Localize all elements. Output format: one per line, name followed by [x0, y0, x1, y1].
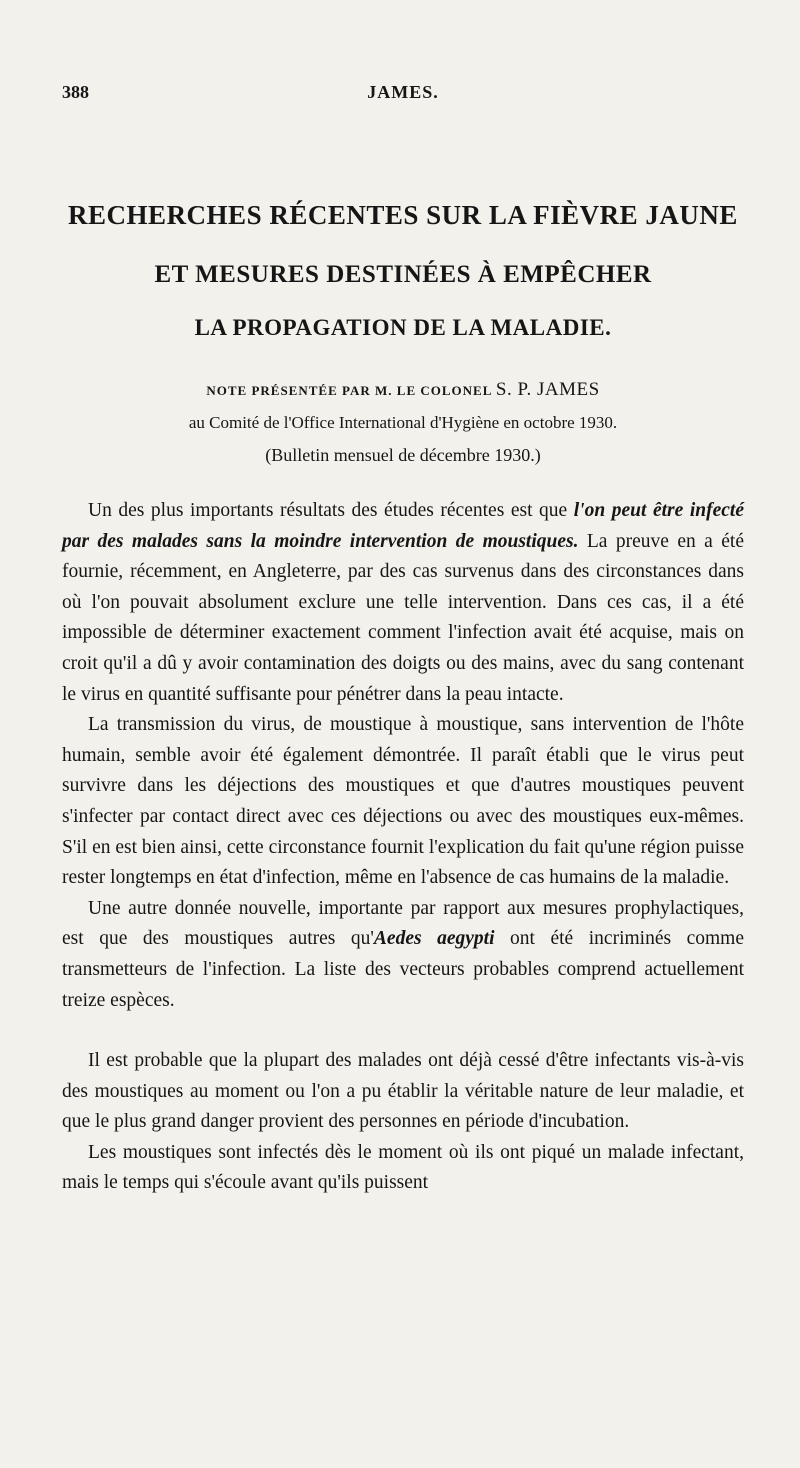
note-line-3: (Bulletin mensuel de décembre 1930.) [265, 445, 541, 465]
body-text [62, 496, 744, 1199]
running-head [62, 82, 744, 112]
note-prefix: NOTE PRÉSENTÉE PAR M. LE COLONEL [206, 383, 492, 398]
paragraph-1 [62, 496, 744, 710]
paragraph-1-end: La preuve en a été fournie, récemment, en Angleterre, par des cas survenus dans des circonstances dans où l'on pouvait absolument exclure une telle intervention. Dans ces cas, il a été impossible de déterminer exactement comment l'infection avait été acquise, mais on croit qu'il a dû y avoir contamination des doigts ou des mains, avec du sang contenant le virus en quantité suffisante pour pénétrer dans la peau intacte. [62, 530, 744, 705]
title-line-2: ET MESURES DESTINÉES À EMPÊCHER [154, 261, 652, 288]
title-line-1: RECHERCHES RÉCENTES SUR LA FIÈVRE JAUNE [68, 200, 738, 230]
paragraph-2: La transmission du virus, de moustique à moustique, sans intervention de l'hôte humain, semble avoir été également démontrée. Il paraît établi que le virus peut survivre dans les déjections des moustiques et que d'autres moustiques peuvent s'infecter par contact direct avec ces déjections ou avec des moustiques eux-mêmes. S'il en est bien ainsi, cette circonstance fournit l'explication du fait qu'une région puisse rester longtemps en état d'infection, même en l'absence de cas humains de la maladie. [62, 714, 745, 889]
note-line-1 [62, 379, 744, 401]
paragraph-1-start: Un des plus importants résultats des études récentes est que [88, 500, 574, 521]
article-title [62, 200, 744, 341]
running-title: JAMES. [367, 82, 439, 102]
note-line-2: au Comité de l'Office International d'Hygiène en octobre 1930. [188, 413, 618, 432]
note-author: S. P. JAMES [495, 379, 600, 400]
paragraph-3 [62, 894, 744, 1016]
paragraph-3-italic: Aedes aegypti [373, 928, 495, 950]
presentation-note [62, 379, 744, 466]
paragraph-3-start: Une autre donnée nouvelle, importante par rapport aux mesures prophylactiques, est que des moustiques autres qu' [62, 897, 744, 950]
paragraph-5: Les moustiques sont infectés dès le moment où ils ont piqué un malade infectant, mais le temps qui s'écoule avant qu'ils puissent [62, 1141, 744, 1194]
page-number: 388 [62, 82, 89, 102]
paragraph-1-italic: l'on peut être infecté par des malades sans la moindre intervention de moustiques. [62, 500, 744, 552]
title-line-3: LA PROPAGATION DE LA MALADIE. [194, 315, 612, 340]
paragraph-4: Il est probable que la plupart des malades ont déjà cessé d'être infectants vis-à-vis des moustiques au moment ou l'on a pu établir la véritable nature de leur maladie, et que le plus grand danger provient des personnes en période d'incubation. [62, 1050, 744, 1133]
paragraph-3-end: ont été incriminés comme transmetteurs de l'infection. La liste des vecteurs probables comprend actuellement treize espèces. [62, 928, 744, 1011]
